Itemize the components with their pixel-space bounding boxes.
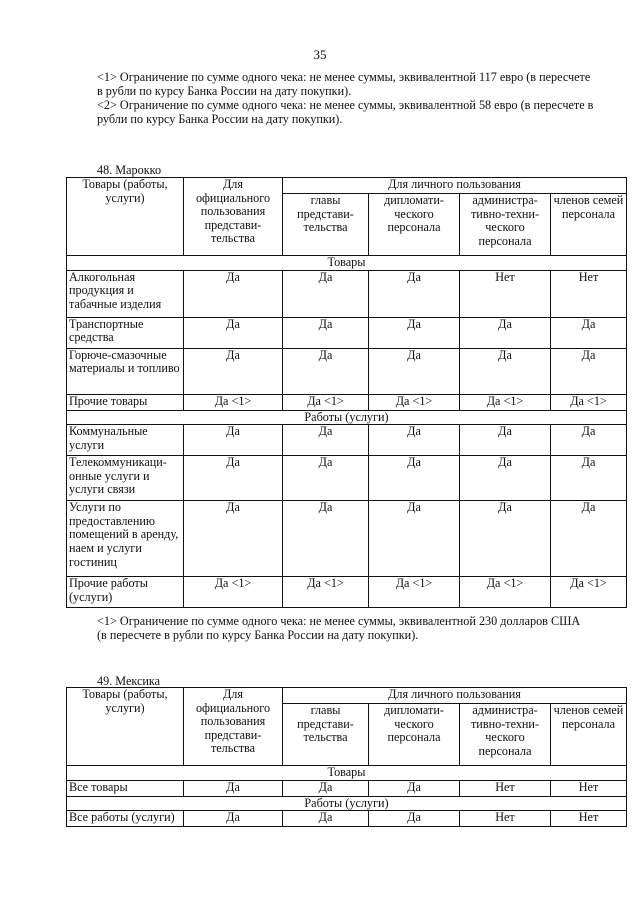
cell-heads: Да bbox=[283, 270, 369, 317]
header-diplomatic: дипломати-ческого персонала bbox=[369, 194, 460, 256]
section-title-morocco: 48. Марокко bbox=[97, 163, 162, 177]
goods-section-label: Товары bbox=[67, 256, 627, 271]
cell-family: Нет bbox=[551, 780, 627, 796]
cell-diplomatic: Да bbox=[369, 780, 460, 796]
header-goods: Товары (работы, услуги) bbox=[67, 688, 184, 766]
cell-diplomatic: Да bbox=[369, 270, 460, 317]
table-row bbox=[67, 501, 627, 577]
cell-heads: Да bbox=[283, 456, 369, 501]
row-name: Телекоммуникаци-онные услуги и услуги связи bbox=[67, 456, 184, 501]
header-official: Для официального пользования представи-тельства bbox=[184, 688, 283, 766]
header-heads: главы представи-тельства bbox=[283, 704, 369, 766]
cell-diplomatic: Да <1> bbox=[369, 394, 460, 410]
table-row bbox=[67, 425, 627, 456]
header-admin: администра-тивно-техни-ческого персонала bbox=[460, 194, 551, 256]
cell-admin: Да bbox=[460, 501, 551, 577]
cell-admin: Нет bbox=[460, 780, 551, 796]
header-goods: Товары (работы, услуги) bbox=[67, 178, 184, 256]
header-family: членов семей персонала bbox=[551, 704, 627, 766]
cell-admin: Да <1> bbox=[460, 394, 551, 410]
cell-official: Да bbox=[184, 780, 283, 796]
services-section-label: Работы (услуги) bbox=[67, 796, 627, 811]
top-note-2: <2> Ограничение по сумме одного чека: не менее суммы, эквивалентной 58 евро (в пересчете в рубли по курсу Банка России на дату покупки). bbox=[97, 98, 594, 126]
cell-official: Да bbox=[184, 501, 283, 577]
morocco-table bbox=[66, 177, 627, 608]
row-name: Все работы (услуги) bbox=[67, 811, 184, 827]
cell-official: Да bbox=[184, 317, 283, 348]
cell-family: Да bbox=[551, 317, 627, 348]
header-heads: главы представи-тельства bbox=[283, 194, 369, 256]
cell-diplomatic: Да bbox=[369, 425, 460, 456]
goods-section-label: Товары bbox=[67, 766, 627, 781]
table-row bbox=[67, 394, 627, 410]
table-row bbox=[67, 270, 627, 317]
section-title-mexico: 49. Мексика bbox=[97, 674, 161, 688]
cell-family: Да <1> bbox=[551, 394, 627, 410]
row-name: Коммунальные услуги bbox=[67, 425, 184, 456]
cell-heads: Да bbox=[283, 317, 369, 348]
cell-heads: Да bbox=[283, 780, 369, 796]
table-row bbox=[67, 348, 627, 394]
header-official: Для официального пользования представи-тельства bbox=[184, 178, 283, 256]
table-row bbox=[67, 780, 627, 796]
cell-diplomatic: Да <1> bbox=[369, 577, 460, 608]
cell-diplomatic: Да bbox=[369, 348, 460, 394]
row-name: Все товары bbox=[67, 780, 184, 796]
row-name: Услуги по предоставлению помещений в аренду, наем и услуги гостиниц bbox=[67, 501, 184, 577]
mexico-table bbox=[66, 687, 627, 827]
cell-heads: Да bbox=[283, 425, 369, 456]
cell-heads: Да <1> bbox=[283, 577, 369, 608]
row-name: Прочие работы (услуги) bbox=[67, 577, 184, 608]
table-row bbox=[67, 811, 627, 827]
cell-official: Да bbox=[184, 425, 283, 456]
header-personal: Для личного пользования bbox=[283, 688, 627, 704]
header-family: членов семей персонала bbox=[551, 194, 627, 256]
page-number: 35 bbox=[313, 47, 327, 62]
row-name: Горюче-смазочные материалы и топливо bbox=[67, 348, 184, 394]
table-row bbox=[67, 577, 627, 608]
cell-admin: Нет bbox=[460, 811, 551, 827]
top-note-1: <1> Ограничение по сумме одного чека: не менее суммы, эквивалентной 117 евро (в пересчете в рубли по курсу Банка России на дату покупки). bbox=[97, 70, 591, 98]
cell-admin: Да bbox=[460, 425, 551, 456]
cell-official: Да bbox=[184, 348, 283, 394]
top-notes bbox=[97, 70, 597, 126]
cell-family: Да bbox=[551, 501, 627, 577]
cell-admin: Да bbox=[460, 348, 551, 394]
cell-official: Да <1> bbox=[184, 394, 283, 410]
cell-admin: Нет bbox=[460, 270, 551, 317]
cell-family: Нет bbox=[551, 811, 627, 827]
header-admin: администра-тивно-техни-ческого персонала bbox=[460, 704, 551, 766]
cell-family: Нет bbox=[551, 270, 627, 317]
cell-diplomatic: Да bbox=[369, 317, 460, 348]
row-name: Прочие товары bbox=[67, 394, 184, 410]
row-name: Транспортные средства bbox=[67, 317, 184, 348]
cell-heads: Да bbox=[283, 501, 369, 577]
cell-official: Да <1> bbox=[184, 577, 283, 608]
cell-heads: Да bbox=[283, 348, 369, 394]
cell-heads: Да bbox=[283, 811, 369, 827]
cell-diplomatic: Да bbox=[369, 456, 460, 501]
cell-admin: Да bbox=[460, 456, 551, 501]
cell-admin: Да <1> bbox=[460, 577, 551, 608]
table-row bbox=[67, 456, 627, 501]
row-name: Алкогольная продукция и табачные изделия bbox=[67, 270, 184, 317]
cell-official: Да bbox=[184, 456, 283, 501]
cell-family: Да bbox=[551, 456, 627, 501]
cell-official: Да bbox=[184, 811, 283, 827]
cell-family: Да <1> bbox=[551, 577, 627, 608]
cell-official: Да bbox=[184, 270, 283, 317]
morocco-footnote: <1> Ограничение по сумме одного чека: не менее суммы, эквивалентной 230 долларов США (в пересчете в рубли по курсу Банка России на дату покупки). bbox=[97, 614, 581, 642]
cell-diplomatic: Да bbox=[369, 501, 460, 577]
cell-admin: Да bbox=[460, 317, 551, 348]
services-section-label: Работы (услуги) bbox=[67, 410, 627, 425]
cell-family: Да bbox=[551, 348, 627, 394]
table-row bbox=[67, 317, 627, 348]
cell-family: Да bbox=[551, 425, 627, 456]
header-personal: Для личного пользования bbox=[283, 178, 627, 194]
header-diplomatic: дипломати-ческого персонала bbox=[369, 704, 460, 766]
cell-heads: Да <1> bbox=[283, 394, 369, 410]
cell-diplomatic: Да bbox=[369, 811, 460, 827]
